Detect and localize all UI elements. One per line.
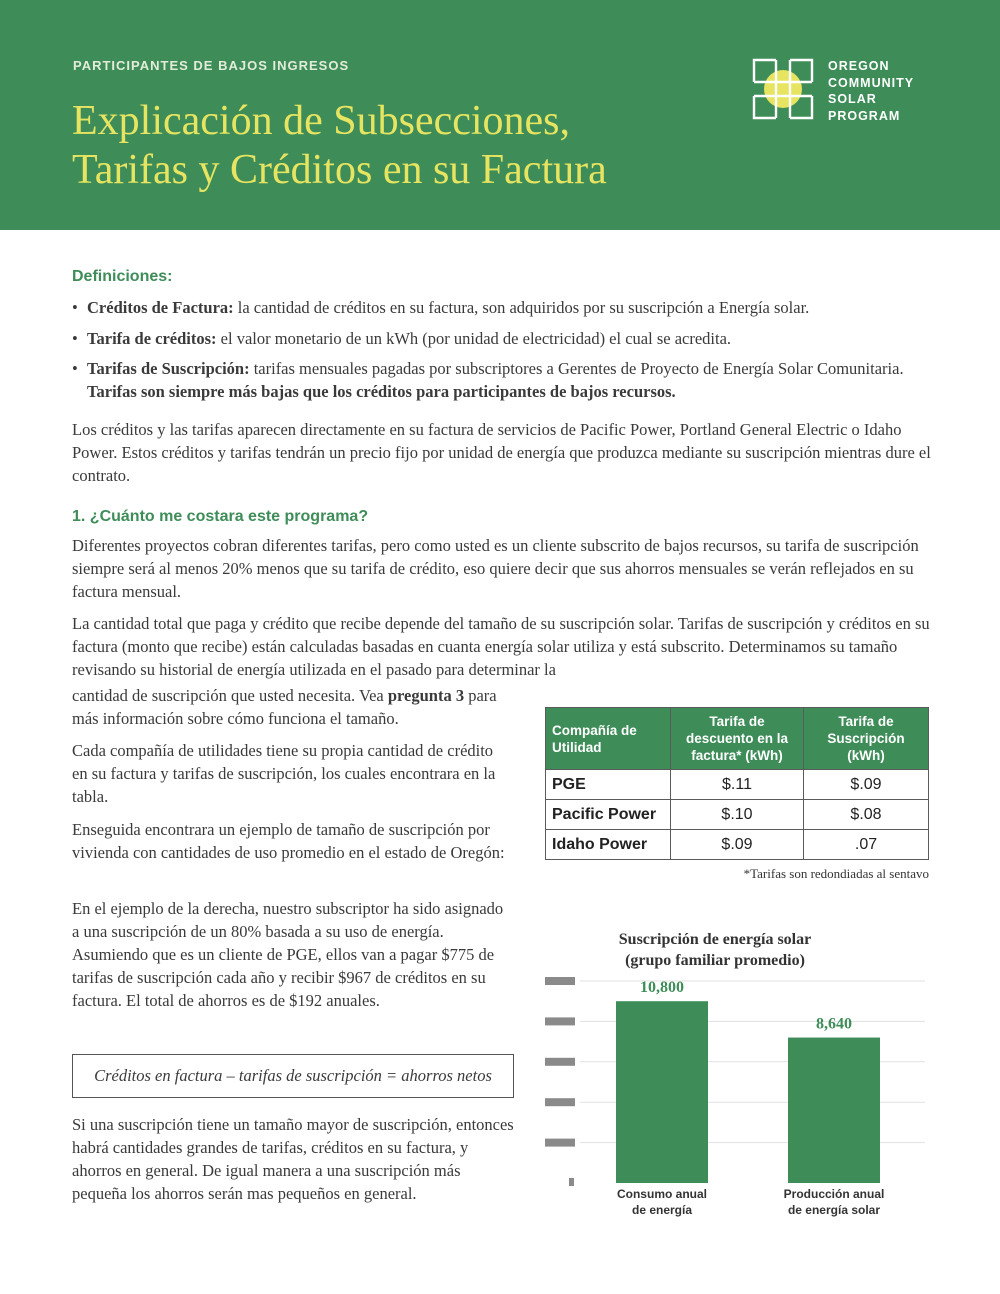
definition-text: la cantidad de créditos en su factura, son adquiridos por su suscripción a Energía solar.	[233, 298, 810, 317]
x-tick-label: de energía	[631, 1203, 693, 1217]
intro-paragraph: Los créditos y las tarifas aparecen directamente en su factura de servicios de Pacific Power, Portland General Electric o Idaho Power. Estos créditos y tarifas tendrán un precio fijo por unidad de energía que produzca mediante su suscripción mientras dure el contrato.	[72, 420, 931, 485]
question-reference: pregunta 3	[387, 686, 465, 705]
credit-rate-cell: $.09	[671, 830, 804, 860]
rates-table	[545, 707, 929, 860]
page-title	[72, 97, 607, 195]
definition-emphasis: Tarifas son siempre más bajas que los créditos para participantes de bajos recursos.	[87, 381, 676, 401]
x-tick-label: de energía solar	[787, 1203, 881, 1217]
x-tick-label: Producción anual	[783, 1187, 885, 1201]
definition-text: el valor monetario de un kWh (por unidad de electricidad) el cual se acredita.	[216, 329, 732, 348]
y-tick-mark	[545, 1098, 575, 1106]
credit-rate-cell: $.10	[671, 800, 804, 830]
bullet-icon: •	[72, 329, 78, 348]
company-cell: Idaho Power	[546, 830, 671, 860]
sun-logo-icon	[752, 58, 814, 120]
chart-bar	[788, 1038, 880, 1183]
section-1-paragraph-5: En el ejemplo de la derecha, nuestro subscriptor ha sido asignado a una suscripción de un 80% basada a su uso de energía. Asumiendo que es un cliente de PGE, ellos van a pagar $775 de tarifas de suscripción cada año y recibir $967 de créditos en su factura. El total de ahorros es de $192 anuales.	[72, 899, 504, 1010]
table-row	[546, 800, 929, 830]
header-band	[0, 0, 1000, 230]
logo-line-2: COMMUNITY	[828, 75, 915, 90]
section-1-paragraph-3: Cada compañía de utilidades tiene su propia cantidad de crédito en su factura y tarifas de suscripción, los cuales encontrara en la tabla.	[72, 741, 496, 806]
credit-rate-cell: $.11	[671, 770, 804, 800]
subscription-bar-chart	[535, 925, 935, 1225]
y-tick-mark	[545, 1139, 575, 1147]
table-header-row	[546, 708, 929, 770]
definitions-heading: Definiciones:	[72, 268, 173, 285]
bar-data-label: 8,640	[816, 1015, 852, 1033]
section-1-paragraph-2-continued: cantidad de suscripción que usted necesita. Vea pregunta 3 para más información sobre cómo funciona el tamaño.	[72, 686, 497, 728]
definition-term: Tarifa de créditos:	[87, 329, 217, 348]
section-1-paragraph-6: Si una suscripción tiene un tamaño mayor de suscripción, entonces habrá cantidades grandes de tarifas, créditos en su factura, y ahorros en general. De igual manera a una suscripción más pequeña los ahorros serán mas pequeños en general.	[72, 1115, 514, 1203]
chart-title-line-1: Suscripción de energía solar	[618, 931, 812, 948]
logo-line-4: PROGRAM	[828, 108, 901, 123]
bullet-icon: •	[72, 298, 78, 317]
title-line-2: Tarifas y Créditos en su Factura	[72, 147, 607, 193]
column-header-company: Compañía de Utilidad	[546, 708, 671, 770]
column-header-subscription-rate: Tarifa de Suscripción (kWh)	[804, 708, 929, 770]
logo-wordmark	[828, 58, 914, 124]
company-cell: Pacific Power	[546, 800, 671, 830]
subscription-rate-cell: $.08	[804, 800, 929, 830]
y-tick-mark	[545, 977, 575, 985]
y-tick-mark	[545, 1058, 575, 1066]
section-1-paragraph-2: La cantidad total que paga y crédito que recibe depende del tamaño de su suscripción solar. Tarifas de suscripción y créditos en su factura (monto que recibe) están calculadas basadas en cuanta energía solar utiliza y está subscrito. Determinamos su tamaño revisando su historial de energía utilizada en el pasado para determinar la	[72, 614, 930, 679]
bar-data-label: 10,800	[640, 979, 684, 997]
savings-formula-box: Créditos en factura – tarifas de suscripción = ahorros netos	[72, 1054, 514, 1098]
logo-line-3: SOLAR	[828, 92, 877, 106]
table-row	[546, 830, 929, 860]
definition-term: Tarifas de Suscripción:	[87, 359, 250, 378]
logo-line-1: OREGON	[828, 59, 890, 73]
definition-term: Créditos de Factura:	[87, 298, 234, 317]
section-1-heading: 1. ¿Cuánto me costara este programa?	[72, 508, 369, 525]
y-tick-mark	[569, 1178, 574, 1186]
x-tick-label: Consumo anual	[616, 1187, 708, 1201]
eyebrow-label: PARTICIPANTES DE BAJOS INGRESOS	[73, 58, 350, 73]
bullet-icon: •	[72, 359, 78, 378]
subscription-rate-cell: .07	[804, 830, 929, 860]
table-footnote: *Tarifas son redondiadas al sentavo	[743, 866, 929, 881]
chart-canvas	[535, 925, 935, 1225]
title-line-1: Explicación de Subsecciones,	[72, 98, 571, 144]
table-row	[546, 770, 929, 800]
chart-bar	[616, 1001, 708, 1183]
company-cell: PGE	[546, 770, 671, 800]
subscription-rate-cell: $.09	[804, 770, 929, 800]
section-1-paragraph-4: Enseguida encontrara un ejemplo de tamaño de suscripción por vivienda con cantidades de uso promedio en el estado de Oregón:	[72, 820, 505, 862]
section-1-paragraph-1: Diferentes proyectos cobran diferentes tarifas, pero como usted es un cliente subscrito de bajos recursos, su tarifa de suscripción siempre será al menos 20% menos que su tarifa de crédito, eso quiere decir que sus ahorros mensuales se verán reflejados en su factura mensual.	[72, 536, 919, 601]
definition-text: tarifas mensuales pagadas por subscriptores a Gerentes de Proyecto de Energía Solar Comunitaria.	[249, 359, 904, 378]
y-tick-mark	[545, 1017, 575, 1025]
chart-title-line-2: (grupo familiar promedio)	[625, 952, 805, 969]
column-header-bill-credit-rate: Tarifa de descuento en la factura* (kWh)	[671, 708, 804, 770]
